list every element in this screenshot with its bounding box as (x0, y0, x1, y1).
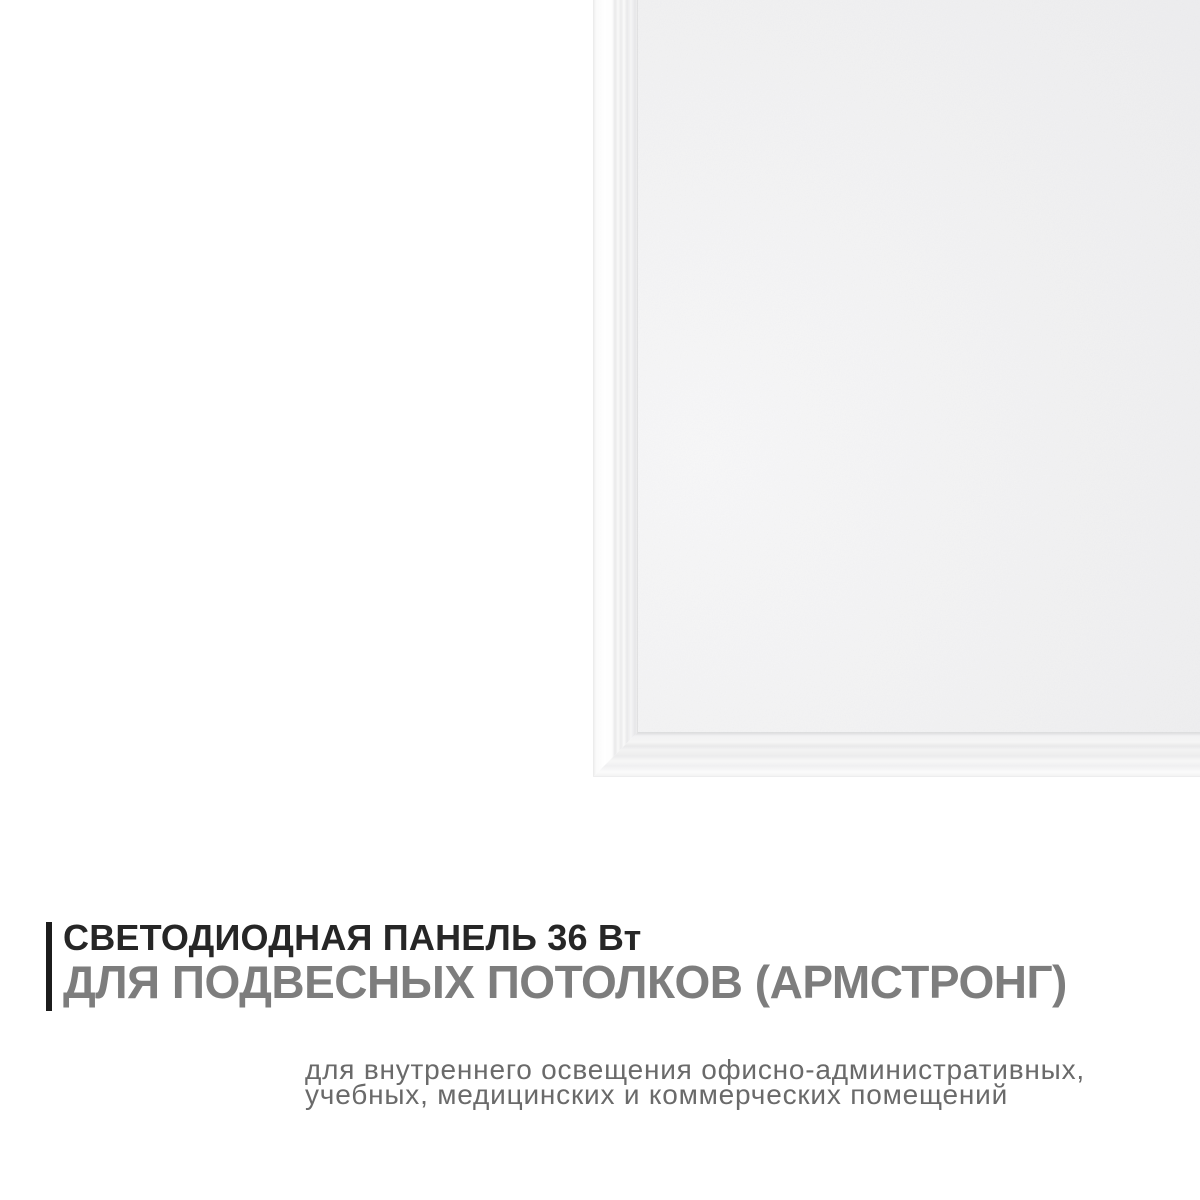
diffuser-noise-texture (637, 0, 1200, 733)
product-title-line2: ДЛЯ ПОДВЕСНЫХ ПОТОЛКОВ (АРМСТРОНГ) (63, 956, 1067, 1008)
title-accent-bar (46, 922, 52, 1011)
panel-diffuser-surface (637, 0, 1200, 733)
description-line-2: учебных, медицинских и коммерческих помещений (305, 1079, 1009, 1110)
product-description (305, 1054, 1085, 1110)
panel-frame-bottom-edge (593, 733, 1200, 777)
led-panel-corner-photo (593, 0, 1200, 777)
product-title-line1: СВЕТОДИОДНАЯ ПАНЕЛЬ 36 Вт (63, 917, 642, 958)
description-line-1: для внутреннего освещения офисно-административных, (305, 1054, 1085, 1085)
panel-frame-left-edge (593, 0, 637, 777)
